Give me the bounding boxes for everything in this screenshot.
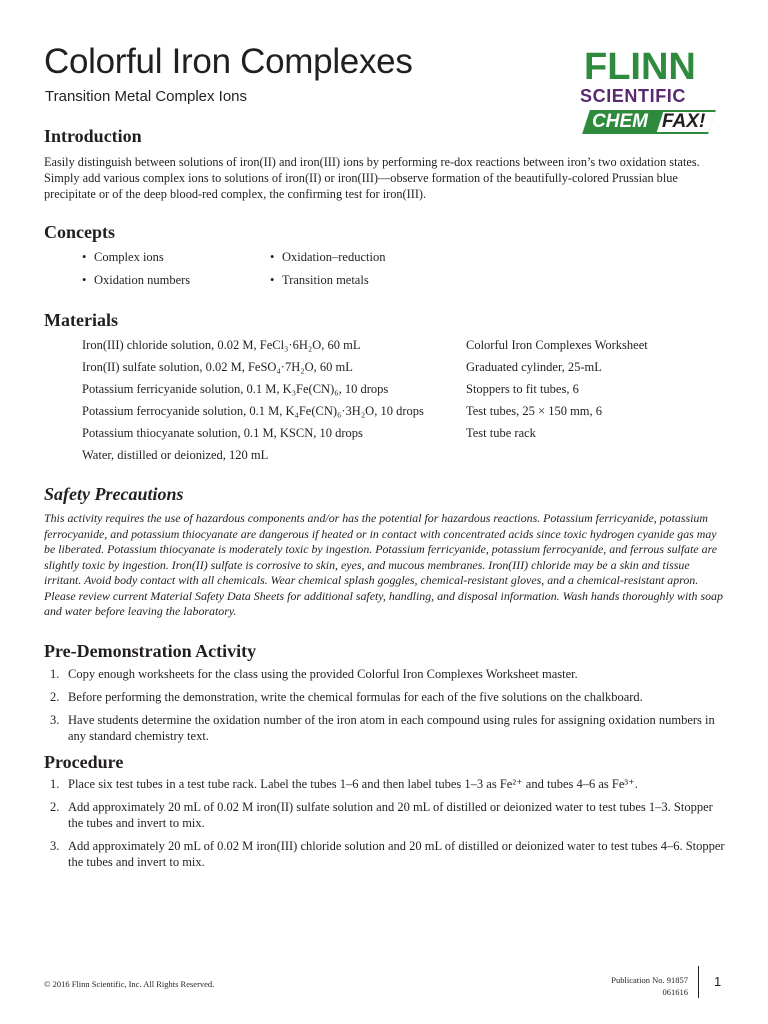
- page-number: 1: [714, 974, 722, 989]
- procedure-step: 3. Add approximately 20 mL of 0.02 M iron(III) chloride solution and 20 mL of distilled or deionized water to test tubes 4–6. Stopper the tubes and invert to mix.: [50, 839, 725, 869]
- concept-item: • Transition metals: [270, 273, 369, 287]
- footer-publication: [611, 974, 688, 998]
- pre-demonstration-heading: Pre-Demonstration Activity: [44, 641, 257, 661]
- concept-item: • Oxidation–reduction: [270, 250, 386, 264]
- concept-item: • Oxidation numbers: [82, 273, 191, 287]
- concept-item: • Complex ions: [82, 250, 164, 264]
- introduction-heading: Introduction: [44, 126, 142, 146]
- logo-flinn-text: FLINN: [584, 46, 696, 88]
- procedure-heading: Procedure: [44, 752, 124, 772]
- procedure-step: 2. Add approximately 20 mL of 0.02 M iron(II) sulfate solution and 20 mL of distilled or deionized water to test tubes 1–3. Stopper the tubes and invert to mix.: [50, 800, 713, 830]
- safety-heading: Safety Precautions: [44, 484, 184, 504]
- material-item: Potassium ferricyanide solution, 0.1 M, K₃Fe(CN)₆, 10 drops: [82, 382, 389, 396]
- material-item: Test tube rack: [466, 426, 536, 440]
- procedure-step: 1. Place six test tubes in a test tube rack. Label the tubes 1–6 and then label tubes 1–3 as Fe²⁺ and tubes 4–6 as Fe³⁺.: [50, 777, 638, 791]
- material-item: Test tubes, 25 × 150 mm, 6: [466, 404, 603, 418]
- concepts-heading: Concepts: [44, 222, 115, 242]
- material-item: Iron(II) sulfate solution, 0.02 M, FeSO₄·7H₂O, 60 mL: [82, 360, 353, 374]
- material-item: Graduated cylinder, 25-mL: [466, 360, 602, 374]
- logo-fax-text: FAX!: [662, 111, 706, 132]
- logo-chem-text: CHEM: [592, 111, 648, 132]
- material-item: Iron(III) chloride solution, 0.02 M, FeCl₃·6H₂O, 60 mL: [82, 338, 361, 352]
- page-subtitle: Transition Metal Complex Ions: [45, 88, 248, 105]
- pre-demo-step: 3. Have students determine the oxidation number of the iron atom in each compound using rules for assigning oxidation numbers in any standard chemistry text.: [50, 713, 715, 743]
- material-item: Water, distilled or deionized, 120 mL: [82, 448, 269, 462]
- publication-code: 061616: [662, 987, 688, 997]
- material-item: Stoppers to fit tubes, 6: [466, 382, 579, 396]
- materials-heading: Materials: [44, 310, 118, 330]
- footer-copyright: © 2016 Flinn Scientific, Inc. All Rights Reserved.: [44, 979, 215, 989]
- flinn-scientific-logo: [580, 48, 724, 138]
- material-item: Potassium thiocyanate solution, 0.1 M, KSCN, 10 drops: [82, 426, 363, 440]
- pre-demo-step: 1. Copy enough worksheets for the class using the provided Colorful Iron Complexes Worksheet master.: [50, 667, 578, 681]
- safety-text: This activity requires the use of hazardous components and/or has the potential for hazardous reactions. Potassium ferricyanide, potassium ferrocyanide, and potassium thiocyanate are dangerous if heated or in contact with concentrated acids since toxic hydrogen cyanide gas may be liberated. Potassium thiocyanate is moderately toxic by ingestion. Potassium ferricyanide, potassium ferrocyanide, and ferrous sulfate are slightly toxic by ingestion. Iron(II) sulfate is corrosive to skin, eyes, and mucous membranes. Iron(III) chloride may be a skin and tissue irritant. Avoid body contact with all chemicals. Wear chemical splash goggles, chemical-resistant gloves, and a chemical-resistant apron. Please review current Material Safety Data Sheets for additional safety, handling, and disposal information. Wash hands thoroughly with soap and water before leaving the laboratory.: [44, 511, 723, 618]
- page-title: Colorful Iron Complexes: [44, 42, 413, 81]
- introduction-text: Easily distinguish between solutions of iron(II) and iron(III) ions by performing re-dox reactions between iron’s two oxidation states. Simply add various complex ions to solutions of iron(II) or iron(III)—observe formation of the beautifully-colored Prussian blue precipitate or of the deep blood-red complex, the confirming test for iron(III).: [44, 155, 700, 201]
- material-item: Colorful Iron Complexes Worksheet: [466, 338, 648, 352]
- publication-number: Publication No. 91857: [611, 975, 688, 985]
- pre-demo-step: 2. Before performing the demonstration, write the chemical formulas for each of the five solutions on the chalkboard.: [50, 690, 643, 704]
- material-item: Potassium ferrocyanide solution, 0.1 M, K₄Fe(CN)₆·3H₂O, 10 drops: [82, 404, 424, 418]
- footer-divider: [698, 966, 699, 998]
- logo-scientific-text: SCIENTIFIC: [580, 86, 687, 106]
